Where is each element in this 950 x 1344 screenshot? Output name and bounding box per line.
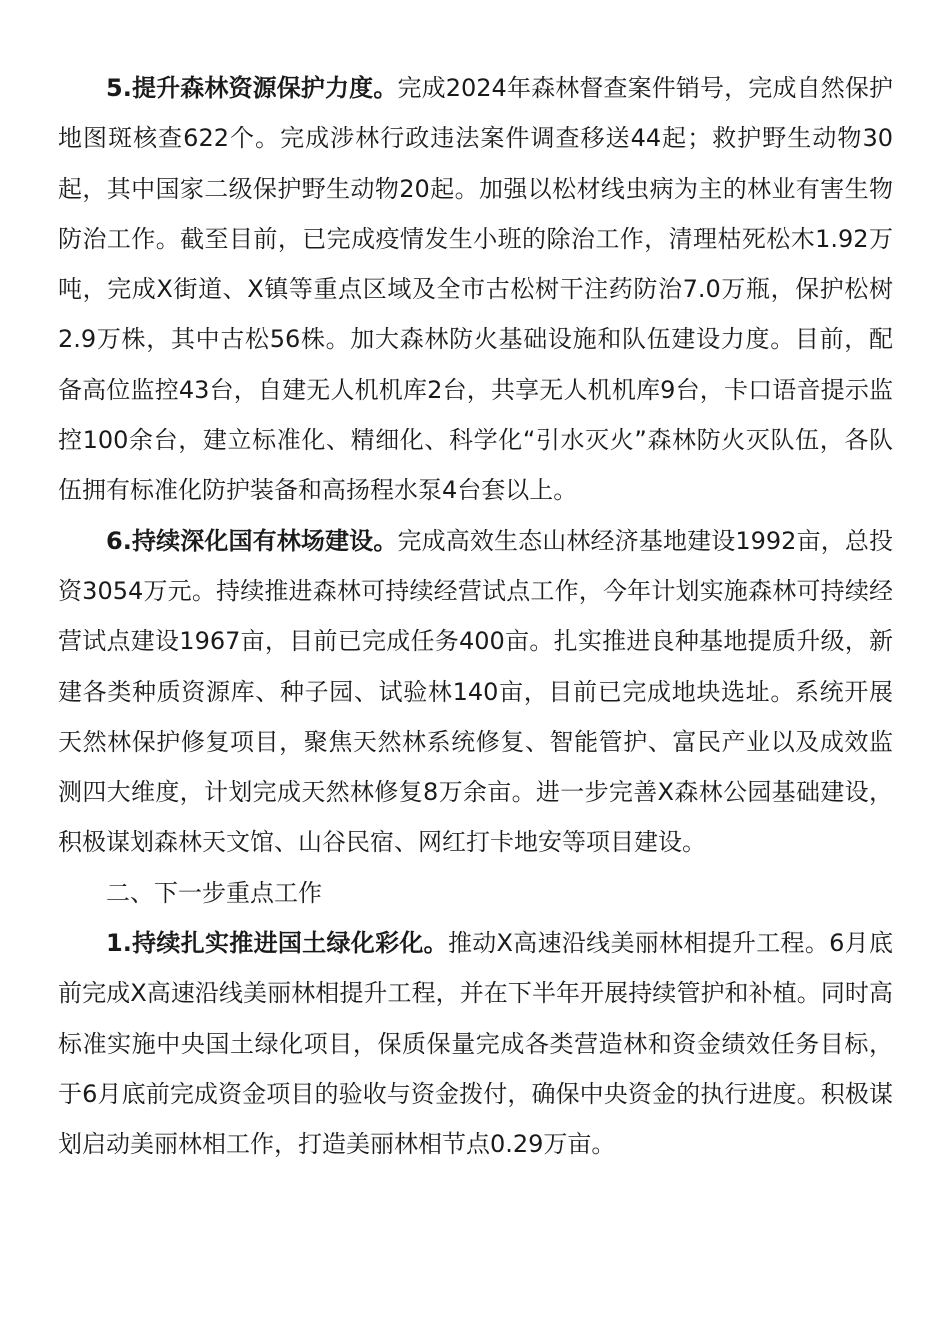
paragraph-lead: 1.持续扎实推进国土绿化彩化。 [106, 929, 448, 958]
paragraph-body: 完成2024年森林督查案件销号，完成自然保护地图斑核查622个。完成涉林行政违法案件调查移送44起；救护野生动物30起，其中国家二级保护野生动物20起。加强以松材线虫病为主的林业有害生物防治工作。截至目前，已完成疫情发生小班的除治工作，清理枯死松木1.92万吨，完成X街道、X镇等重点区域及全市古松树干注药防治7.0万瓶，保护松树2.9万株，其中古松56株。加大森林防火基础设施和队伍建设力度。目前，配备高位监控43台，自建无人机机库2台，共享无人机机库9台，卡口语音提示监控100余台，建立标准化、精细化、科学化“引水灭火”森林防火灭队伍，各队伍拥有标准化防护装备和高扬程水泵4台套以上。 [58, 74, 893, 505]
paragraph-greening [58, 918, 893, 1169]
section-heading: 二、下一步重点工作 [106, 878, 322, 907]
paragraph-state-forest-farm [58, 516, 893, 868]
paragraph-body: 完成高效生态山林经济基地建设1992亩，总投资3054万元。持续推进森林可持续经营试点工作，今年计划实施森林可持续经营试点建设1967亩，目前已完成任务400亩。扎实推进良种基地提质升级，新建各类种质资源库、种子园、试验林140亩，目前已完成地块选址。系统开展天然林保护修复项目，聚焦天然林系统修复、智能管护、富民产业以及成效监测四大维度，计划完成天然林修复8万余亩。进一步完善X森林公园基础建设，积极谋划森林天文馆、山谷民宿、网红打卡地安等项目建设。 [58, 526, 893, 857]
document-page [58, 63, 893, 1170]
paragraph-lead: 6.持续深化国有林场建设。 [106, 526, 398, 555]
paragraph-lead: 5.提升森林资源保护力度。 [106, 74, 398, 102]
paragraph-body: 推动X高速沿线美丽林相提升工程。6月底前完成X高速沿线美丽林相提升工程，并在下半年开展持续管护和补植。同时高标准实施中央国土绿化项目，保质保量完成各类营造林和资金绩效任务目标，于6月底前完成资金项目的验收与资金拨付，确保中央资金的执行进度。积极谋划启动美丽林相工作，打造美丽林相节点0.29万亩。 [58, 929, 893, 1159]
paragraph-forest-protection [58, 63, 893, 516]
